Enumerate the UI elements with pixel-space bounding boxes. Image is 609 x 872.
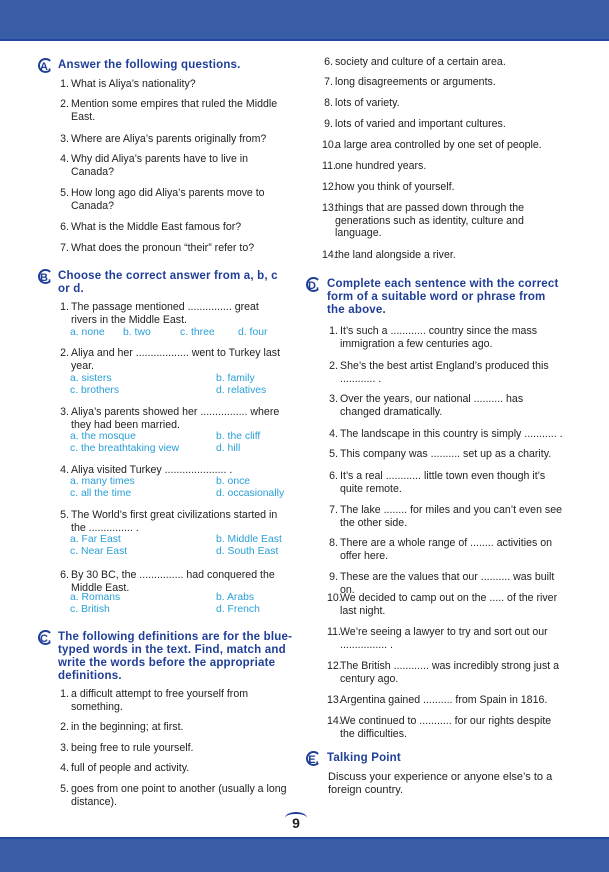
item-number: 1.: [60, 688, 69, 700]
item-number: 10.: [322, 139, 337, 151]
item-number: 4.: [60, 153, 69, 165]
list-item: [60, 347, 286, 372]
list-item: [329, 504, 565, 529]
list-item: [322, 139, 565, 152]
list-item: [60, 509, 286, 534]
item-text: There are a whole range of ........ activities on offer here.: [340, 537, 552, 562]
section-c-title: The following definitions are for the blue-typed words in the text. Find, match and write the words before the appropriate definitions.: [58, 631, 293, 682]
answer-option: c. three: [180, 327, 215, 338]
list-item: [327, 592, 565, 617]
item-text: lots of varied and important cultures.: [335, 118, 506, 130]
item-number: 3.: [329, 393, 338, 405]
list-item: [324, 56, 565, 69]
answer-option: b. Arabs: [216, 592, 255, 603]
item-number: 2.: [60, 721, 69, 733]
list-item: [60, 762, 291, 775]
item-number: 6.: [324, 56, 333, 68]
item-number: 7.: [329, 504, 338, 516]
item-number: 14.: [327, 715, 342, 727]
answer-option: a. many times: [70, 476, 135, 487]
list-item: [60, 688, 291, 713]
item-text: Argentina gained .......... from Spain in 1816.: [340, 694, 548, 706]
item-number: 4.: [60, 762, 69, 774]
list-item: [60, 153, 291, 178]
answer-option: d. French: [216, 604, 260, 615]
item-text: What is the Middle East famous for?: [71, 221, 242, 233]
item-text: Where are Aliya’s parents originally from?: [71, 133, 267, 145]
item-text: goes from one point to another (usually a long distance).: [71, 783, 287, 808]
list-item: [322, 249, 565, 262]
item-text: one hundred years.: [335, 160, 427, 172]
section-e-title: Talking Point: [327, 752, 401, 764]
list-item: [60, 78, 291, 91]
answer-option: d. four: [238, 327, 268, 338]
item-number: 3.: [60, 742, 69, 754]
answer-option: b. once: [216, 476, 251, 487]
list-item: [60, 569, 286, 594]
answer-option: b. two: [123, 327, 151, 338]
item-text: What is Aliya’s nationality?: [71, 78, 196, 90]
section-c-badge: C.: [38, 630, 53, 645]
item-number: 8.: [324, 97, 333, 109]
item-text: Why did Aliya’s parents have to live in Canada?: [71, 153, 249, 178]
section-b-badge: B.: [38, 269, 53, 284]
list-item: [60, 464, 286, 477]
item-text: The landscape in this country is simply ........... .: [340, 428, 563, 440]
answer-option: b. family: [216, 373, 255, 384]
item-number: 14.: [322, 249, 337, 261]
answer-option: a. none: [70, 327, 105, 338]
item-text: things that are passed down through the generations such as identity, culture and language.: [335, 202, 525, 240]
list-item: [324, 97, 565, 110]
item-number: 13.: [322, 202, 337, 214]
answer-option: b. Middle East: [216, 534, 282, 545]
answer-option: c. Near East: [70, 546, 128, 557]
footer-band: [0, 837, 609, 872]
item-text: By 30 BC, the ............... had conquered the Middle East.: [71, 569, 275, 594]
item-number: 10.: [327, 592, 342, 604]
item-number: 1.: [329, 325, 338, 337]
item-number: 8.: [329, 537, 338, 549]
item-number: 11.: [327, 626, 341, 638]
list-item: [329, 448, 565, 461]
list-item: [329, 360, 565, 385]
answer-option: c. brothers: [70, 385, 120, 396]
item-number: 5.: [60, 509, 69, 521]
item-text: Aliya visited Turkey ..................... .: [71, 464, 233, 476]
list-item: [324, 76, 565, 89]
answer-option: d. South East: [216, 546, 279, 557]
item-text: How long ago did Aliya’s parents move to Canada?: [71, 187, 265, 212]
item-text: We decided to camp out on the ..... of the river last night.: [340, 592, 558, 617]
item-text: Aliya’s parents showed her ................ where they had been married.: [71, 406, 280, 431]
item-number: 2.: [60, 347, 69, 359]
item-text: lots of variety.: [335, 97, 400, 109]
list-item: [322, 160, 565, 173]
item-text: Aliya and her .................. went to Turkey last year.: [71, 347, 281, 372]
page-number: 9: [292, 815, 300, 831]
answer-option: a. Far East: [70, 534, 121, 545]
item-number: 3.: [60, 406, 69, 418]
item-text: a large area controlled by one set of people.: [335, 139, 542, 151]
item-text: She’s the best artist England’s produced this ............ .: [340, 360, 549, 385]
answer-option: d. relatives: [216, 385, 267, 396]
item-number: 12.: [327, 660, 342, 672]
item-text: What does the pronoun “their” refer to?: [71, 242, 255, 254]
item-text: Mention some empires that ruled the Middle East.: [71, 98, 278, 123]
list-item: [329, 537, 565, 562]
list-item: [327, 660, 565, 685]
item-text: a difficult attempt to free yourself from something.: [71, 688, 249, 713]
item-text: long disagreements or arguments.: [335, 76, 496, 88]
answer-option: c. all the time: [70, 488, 132, 499]
answer-option: c. the breathtaking view: [70, 443, 180, 454]
section-b-title: Choose the correct answer from a, b, c or d.: [58, 270, 278, 295]
list-item: [60, 133, 291, 146]
item-text: The passage mentioned ............... great rivers in the Middle East.: [71, 301, 259, 326]
answer-option: d. hill: [216, 443, 241, 454]
item-text: This company was .......... set up as a charity.: [340, 448, 552, 460]
item-text: Over the years, our national .......... has changed dramatically.: [340, 393, 524, 418]
item-text: The lake ........ for miles and you can’t even see the other side.: [340, 504, 562, 529]
list-item: [60, 406, 286, 431]
item-number: 7.: [60, 242, 69, 254]
item-text: The British ............ was incredibly strong just a century ago.: [340, 660, 560, 685]
item-number: 5.: [60, 187, 69, 199]
item-number: 4.: [329, 428, 338, 440]
item-number: 5.: [329, 448, 338, 460]
item-text: We’re seeing a lawyer to try and sort out our ................ .: [340, 626, 548, 651]
list-item: [60, 721, 291, 734]
section-e-badge: E.: [306, 751, 321, 766]
answer-option: a. Romans: [70, 592, 121, 603]
item-text: being free to rule yourself.: [71, 742, 194, 754]
talking-point-text: Discuss your experience or anyone else’s to a foreign country.: [328, 771, 553, 796]
item-number: 6.: [60, 569, 69, 581]
list-item: [329, 325, 565, 350]
item-text: The World’s first great civilizations started in the ............... .: [71, 509, 278, 534]
item-number: 7.: [324, 76, 333, 88]
item-text: We continued to ........... for our rights despite the difficulties.: [340, 715, 552, 740]
header-band: [0, 0, 609, 41]
item-text: the land alongside a river.: [335, 249, 456, 261]
list-item: [60, 242, 291, 255]
list-item: [60, 98, 291, 123]
item-number: 2.: [329, 360, 338, 372]
item-text: It’s such a ............ country since the mass immigration a few centuries ago.: [340, 325, 538, 350]
item-number: 9.: [329, 571, 338, 583]
list-item: [60, 221, 291, 234]
item-number: 4.: [60, 464, 69, 476]
section-a-badge: A.: [38, 58, 53, 73]
section-d-title: Complete each sentence with the correct form of a suitable word or phrase from the above.: [327, 278, 559, 316]
item-text: how you think of yourself.: [335, 181, 455, 193]
answer-option: b. the cliff: [216, 431, 261, 442]
answer-option: c. British: [70, 604, 110, 615]
item-number: 12.: [322, 181, 337, 193]
section-d-badge: D.: [306, 277, 321, 292]
answer-option: a. sisters: [70, 373, 112, 384]
list-item: [327, 715, 565, 740]
list-item: [322, 181, 565, 194]
list-item: [60, 187, 291, 212]
item-number: 1.: [60, 301, 69, 313]
list-item: [322, 202, 565, 240]
answer-option: a. the mosque: [70, 431, 136, 442]
list-item: [329, 428, 565, 441]
list-item: [324, 118, 565, 131]
item-number: 6.: [329, 470, 338, 482]
list-item: [60, 783, 291, 808]
item-number: 6.: [60, 221, 69, 233]
item-text: It’s a real ............ little town even though it’s quite remote.: [340, 470, 546, 495]
item-text: society and culture of a certain area.: [335, 56, 506, 68]
item-number: 3.: [60, 133, 69, 145]
list-item: [60, 301, 286, 326]
item-text: in the beginning; at first.: [71, 721, 184, 733]
item-number: 13.: [327, 694, 342, 706]
item-text: full of people and activity.: [71, 762, 190, 774]
answer-option: d. occasionally: [216, 488, 285, 499]
list-item: [60, 742, 291, 755]
section-a-title: Answer the following questions.: [58, 59, 241, 71]
item-number: 9.: [324, 118, 333, 130]
item-number: 11.: [322, 160, 336, 172]
list-item: [329, 393, 565, 418]
item-text: These are the values that our .......... was built on.: [340, 571, 555, 596]
list-item: [327, 694, 565, 707]
item-number: 1.: [60, 78, 69, 90]
list-item: [327, 626, 565, 651]
list-item: [329, 470, 565, 495]
item-number: 2.: [60, 98, 69, 110]
item-number: 5.: [60, 783, 69, 795]
